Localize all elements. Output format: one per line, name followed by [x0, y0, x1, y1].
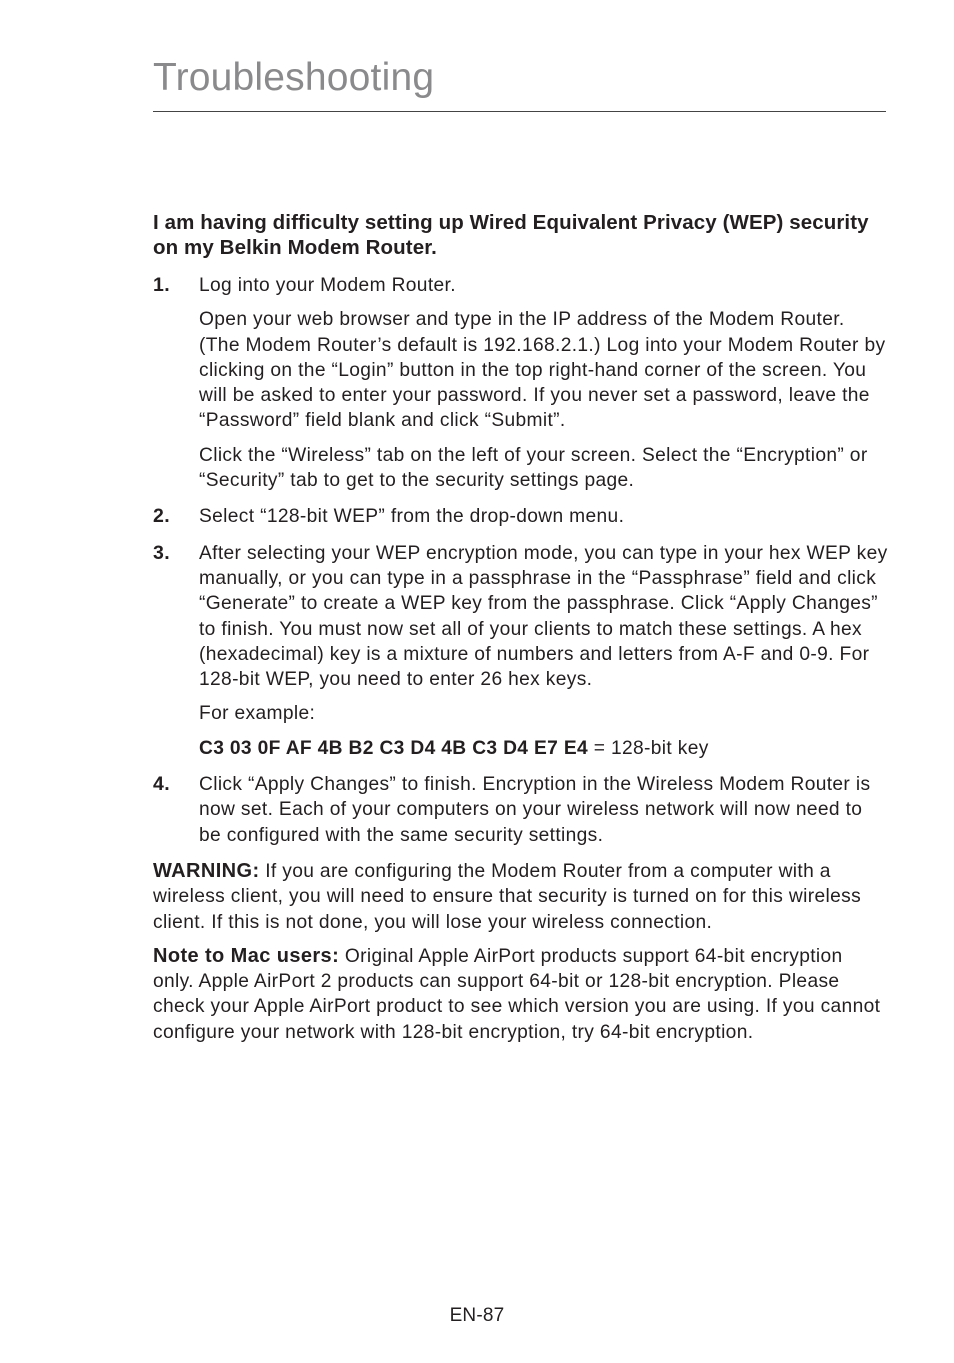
title-divider: [153, 111, 886, 112]
step-number: 4.: [153, 773, 170, 796]
page-title: Troubleshooting: [153, 56, 435, 99]
example-hex-key: C3 03 0F AF 4B B2 C3 D4 4B C3 D4 E7 E4: [199, 737, 589, 759]
step-text: Log into your Modem Router.: [199, 275, 456, 296]
example-line: [199, 736, 889, 761]
step-number: 2.: [153, 505, 170, 528]
step-text: Select “128-bit WEP” from the drop-down menu.: [199, 506, 625, 528]
example-key-suffix: = 128-bit key: [588, 737, 709, 759]
step-number: 3.: [153, 541, 170, 564]
step-2: [153, 504, 889, 529]
mac-note-label: Note to Mac users:: [153, 944, 340, 967]
step-text: After selecting your WEP encryption mode, you can type in your hex WEP key manually, or you can type in a passphrase in the “Passphrase” field and click “Generate” to create a WEP key from the passphrase. Click “Apply Changes” to finish. You must now set all of your clients to match these settings. A hex (hexadecimal) key is a mixture of numbers and letters from A-F and 0-9. For 128-bit WEP, you need to enter 26 hex keys.: [199, 542, 888, 691]
mac-users-note: [153, 944, 889, 1045]
step-1: [153, 273, 889, 493]
warning-text: If you are configuring the Modem Router from a computer with a wireless client, you will need to ensure that security is turned on for this wireless client. If this is not done, you will lose your wireless connection.: [153, 860, 862, 933]
main-content: [153, 210, 889, 1054]
step-text: Click the “Wireless” tab on the left of your screen. Select the “Encryption” or “Security” tab to get to the security settings page.: [199, 444, 868, 492]
step-number: 1.: [153, 274, 170, 296]
step-text: For example:: [199, 703, 316, 725]
mac-note-text: Original Apple AirPort products support 64-bit encryption only. Apple AirPort 2 products can support 64-bit or 128-bit encryption. Please check your Apple AirPort product to see which version you are using. If you cannot configure your network with 128-bit encryption, try 64-bit encryption.: [153, 945, 881, 1043]
step-text: Open your web browser and type in the IP address of the Modem Router. (The Modem Router’s default is 192.168.2.1.) Log into your Modem Router by clicking on the “Login” button in the top right-hand corner of the screen. You will be asked to enter your password. If you never set a password, leave the “Password” field blank and click “Submit”.: [199, 309, 886, 432]
section-heading: I am having difficulty setting up Wired Equivalent Privacy (WEP) security on my Belkin Modem Router.: [153, 211, 869, 259]
step-4: [153, 772, 889, 848]
step-text: Click “Apply Changes” to finish. Encryption in the Wireless Modem Router is now set. Each of your computers on your wireless network will now need to be configured with the same security settings.: [199, 774, 871, 846]
warning-note: [153, 859, 889, 935]
step-3: [153, 541, 889, 761]
warning-label: WARNING:: [153, 859, 260, 882]
page-number: EN-87: [449, 1305, 505, 1326]
